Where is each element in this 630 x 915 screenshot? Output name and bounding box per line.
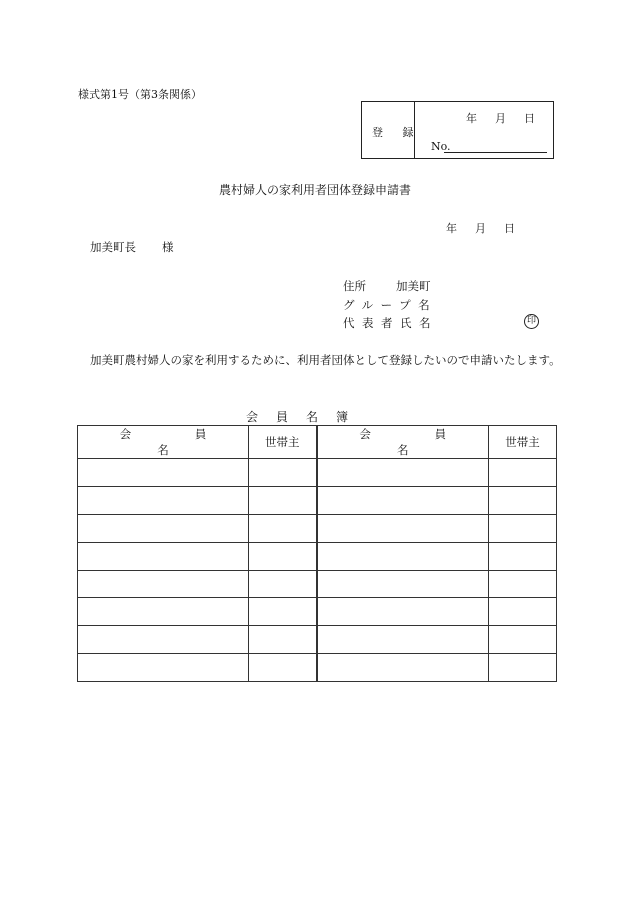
member-name-header: 会 員 名: [317, 426, 489, 459]
household-head-cell[interactable]: [249, 598, 317, 626]
application-year: 年: [446, 222, 457, 235]
registration-year: 年: [466, 112, 477, 125]
registration-label: 登 録: [372, 126, 422, 139]
form-number: 様式第1号（第3条関係）: [78, 88, 202, 101]
roster-header-row: [78, 426, 557, 459]
household-head-cell[interactable]: [249, 542, 317, 570]
household-head-cell[interactable]: [249, 626, 317, 654]
group-name-label: グループ名: [343, 297, 438, 312]
member-roster-table: [77, 425, 557, 682]
registration-number-label: No.: [431, 140, 451, 153]
address-label: 住所: [343, 279, 366, 293]
household-head-cell[interactable]: [249, 654, 317, 682]
member-name-header: 会 員 名: [78, 426, 249, 459]
table-row: [78, 486, 557, 514]
household-head-cell[interactable]: [489, 459, 557, 487]
table-row: [78, 570, 557, 598]
seal-icon: 印: [524, 314, 539, 329]
table-row: [78, 654, 557, 682]
member-name-cell[interactable]: [78, 654, 249, 682]
addressee: [90, 239, 174, 255]
roster-title: 会員名簿: [246, 410, 367, 424]
household-head-cell[interactable]: [489, 514, 557, 542]
registration-box: [361, 101, 554, 159]
household-head-cell[interactable]: [489, 486, 557, 514]
member-name-cell[interactable]: [78, 514, 249, 542]
table-row: [78, 598, 557, 626]
registration-date: [466, 110, 535, 126]
address-value: 加美町: [396, 279, 431, 293]
member-name-cell[interactable]: [317, 626, 489, 654]
document-title: 農村婦人の家利用者団体登録申請書: [219, 183, 412, 197]
table-row: [78, 626, 557, 654]
member-name-cell[interactable]: [317, 598, 489, 626]
household-head-cell[interactable]: [489, 542, 557, 570]
household-head-cell[interactable]: [489, 570, 557, 598]
member-name-cell[interactable]: [317, 459, 489, 487]
registration-number-line: [444, 152, 547, 153]
addressee-honorific: 様: [162, 240, 174, 254]
application-body-text: 加美町農村婦人の家を利用するために、利用者団体として登録したいので申請いたします。: [90, 353, 561, 367]
applicant-block: [343, 277, 438, 333]
household-head-header: 世帯主: [249, 426, 317, 459]
household-head-cell[interactable]: [489, 654, 557, 682]
member-name-cell[interactable]: [317, 570, 489, 598]
application-day: 日: [504, 222, 515, 235]
address-row: [343, 277, 438, 296]
household-head-cell[interactable]: [249, 486, 317, 514]
member-name-cell[interactable]: [78, 542, 249, 570]
member-name-cell[interactable]: [78, 570, 249, 598]
table-row: [78, 459, 557, 487]
application-month: 月: [475, 222, 486, 235]
member-name-cell[interactable]: [317, 514, 489, 542]
table-row: [78, 514, 557, 542]
member-name-cell[interactable]: [78, 459, 249, 487]
household-head-cell[interactable]: [489, 598, 557, 626]
member-name-cell[interactable]: [317, 486, 489, 514]
representative-name-label: 代表者氏名: [343, 316, 438, 330]
household-head-cell[interactable]: [249, 459, 317, 487]
household-head-cell[interactable]: [249, 570, 317, 598]
household-head-cell[interactable]: [489, 626, 557, 654]
household-head-cell[interactable]: [249, 514, 317, 542]
registration-month: 月: [495, 112, 506, 125]
member-name-cell[interactable]: [78, 486, 249, 514]
member-name-cell[interactable]: [78, 598, 249, 626]
registration-day: 日: [524, 112, 535, 125]
addressee-name: 加美町長: [90, 240, 136, 254]
member-name-cell[interactable]: [317, 654, 489, 682]
member-name-cell[interactable]: [78, 626, 249, 654]
household-head-header: 世帯主: [489, 426, 557, 459]
member-name-cell[interactable]: [317, 542, 489, 570]
application-date: [446, 220, 515, 236]
table-row: [78, 542, 557, 570]
